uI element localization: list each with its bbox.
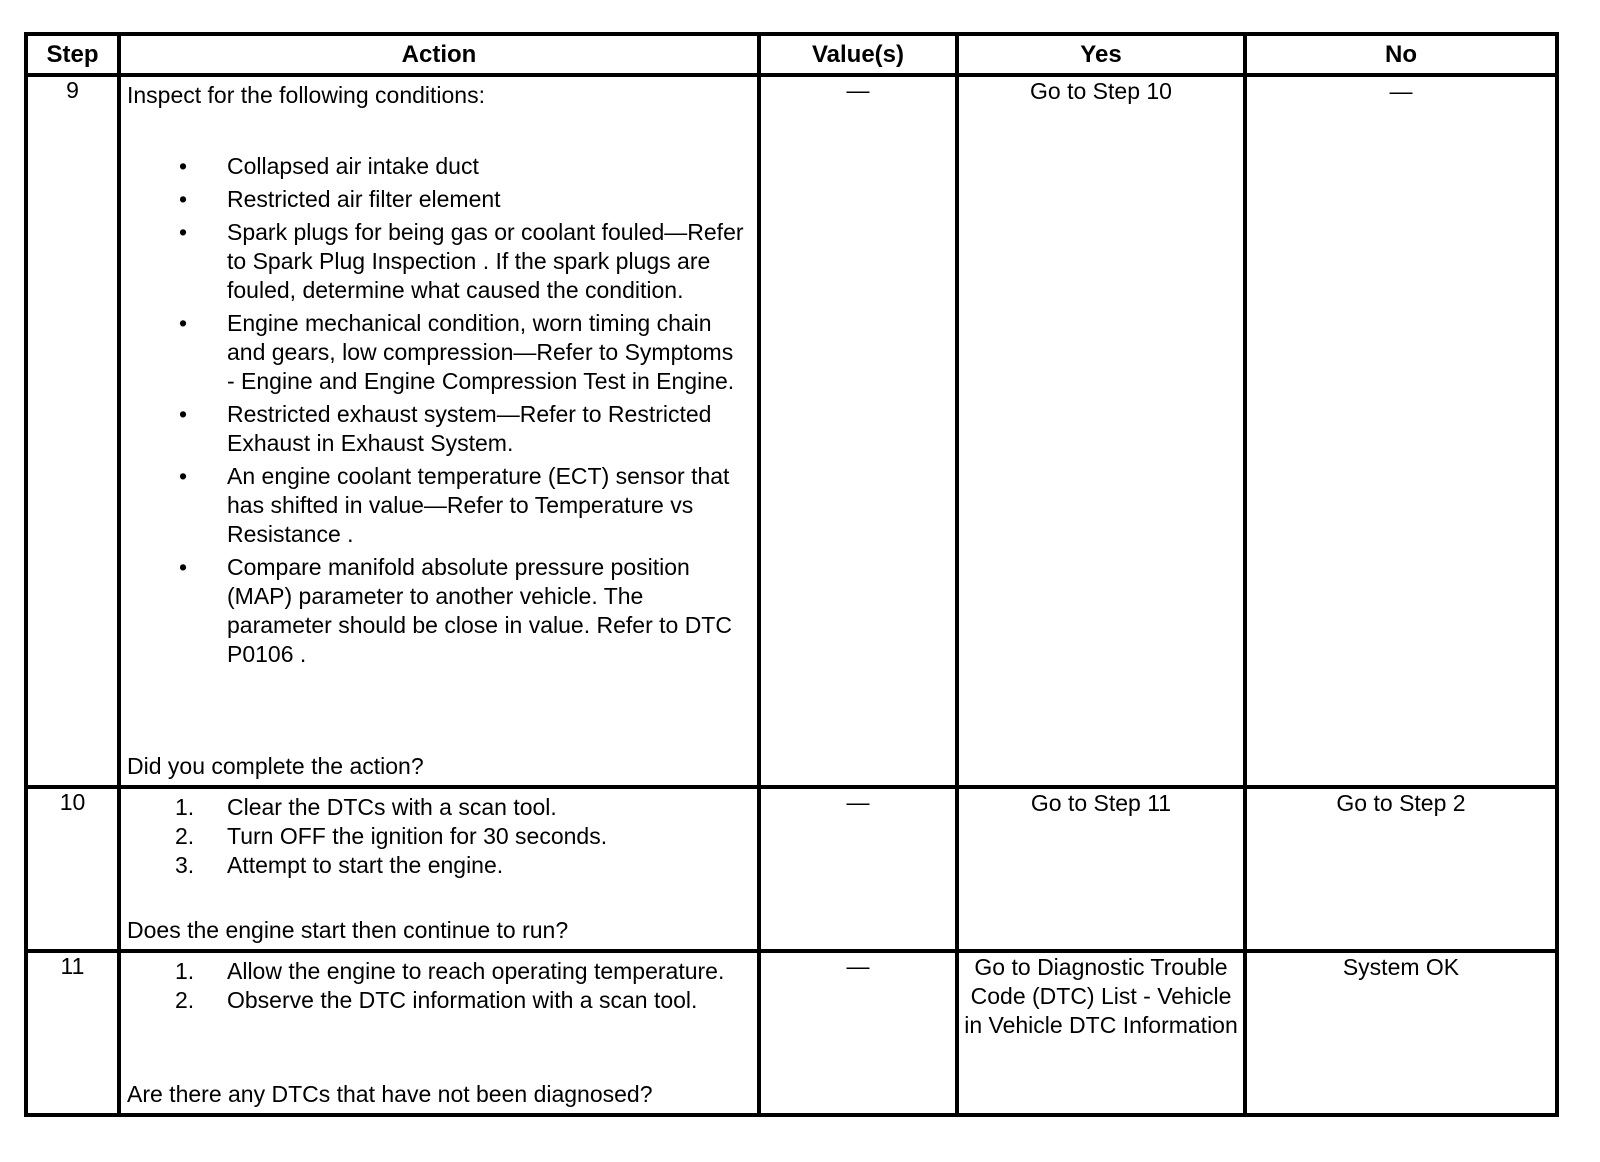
list-item-text: Observe the DTC information with a scan tool.: [227, 987, 698, 1013]
bullet-icon: •: [179, 186, 188, 212]
yes-text: Go to Step 10: [1030, 78, 1172, 104]
list-item-text: Restricted air filter element: [227, 186, 501, 212]
header-action: Action: [119, 34, 759, 75]
yes-cell: [957, 75, 1245, 787]
bullet-icon: •: [179, 219, 188, 245]
list-item: [127, 152, 747, 181]
list-item-text: Restricted exhaust system—Refer to Restricted Exhaust in Exhaust System.: [227, 401, 712, 456]
action-cell: [119, 787, 759, 951]
list-number: 1.: [175, 794, 195, 820]
list-number: 2.: [175, 823, 195, 849]
list-item-text: Collapsed air intake duct: [227, 153, 479, 179]
action-question: Did you complete the action?: [127, 753, 424, 779]
action-cell: [119, 951, 759, 1115]
table-row-step-9: [26, 75, 1557, 787]
step-number: 9: [26, 75, 119, 787]
bullet-icon: •: [179, 463, 188, 489]
header-no: No: [1245, 34, 1557, 75]
values-cell: —: [759, 787, 957, 951]
step-number: 11: [26, 951, 119, 1115]
list-number: 3.: [175, 852, 195, 878]
list-item: [127, 851, 747, 880]
list-number: 1.: [175, 958, 195, 984]
procedure-list: [127, 793, 747, 880]
list-item: [127, 309, 747, 396]
list-item: [127, 185, 747, 214]
step-number: 10: [26, 787, 119, 951]
no-text: —: [1389, 78, 1413, 104]
list-item-text: Compare manifold absolute pressure position (MAP) parameter to another vehicle. The parameter should be close in value. Refer to DTC P0106 .: [227, 554, 732, 667]
no-cell: [1245, 75, 1557, 787]
action-intro: Inspect for the following conditions:: [127, 82, 485, 108]
bullet-icon: •: [179, 554, 188, 580]
header-yes: Yes: [957, 34, 1245, 75]
list-item-text: Attempt to start the engine.: [227, 852, 504, 878]
procedure-list: [127, 957, 747, 1015]
bullet-icon: •: [179, 153, 188, 179]
condition-list: [127, 152, 747, 669]
yes-cell: [957, 787, 1245, 951]
list-item: [127, 957, 747, 986]
header-step: Step: [26, 34, 119, 75]
action-question: Are there any DTCs that have not been diagnosed?: [127, 1081, 653, 1107]
bullet-icon: •: [179, 310, 188, 336]
values-cell: —: [759, 951, 957, 1115]
list-item: [127, 986, 747, 1015]
list-item-text: Engine mechanical condition, worn timing chain and gears, low compression—Refer to Symptoms - Engine and Engine Compression Test in Engine.: [227, 310, 735, 394]
list-item-text: Turn OFF the ignition for 30 seconds.: [227, 823, 608, 849]
yes-text: Go to Step 11: [1030, 790, 1172, 816]
action-cell: [119, 75, 759, 787]
table-row-step-11: [26, 951, 1557, 1115]
list-item: [127, 218, 747, 305]
action-question: Does the engine start then continue to run?: [127, 917, 569, 943]
list-item: [127, 400, 747, 458]
yes-text: Go to Diagnostic Trouble Code (DTC) List - Vehicle in Vehicle DTC Information: [964, 954, 1238, 1038]
list-item-text: An engine coolant temperature (ECT) sensor that has shifted in value—Refer to Temperature vs Resistance .: [227, 463, 730, 547]
bullet-icon: •: [179, 401, 188, 427]
list-item-text: Clear the DTCs with a scan tool.: [227, 794, 557, 820]
no-cell: [1245, 951, 1557, 1115]
list-item-text: Spark plugs for being gas or coolant fouled—Refer to Spark Plug Inspection . If the spark plugs are fouled, determine what caused the condition.: [227, 219, 744, 303]
values-cell: —: [759, 75, 957, 787]
diagnostic-table: [24, 32, 1559, 1117]
list-item: [127, 822, 747, 851]
no-cell: [1245, 787, 1557, 951]
header-row: [26, 34, 1557, 75]
list-item: [127, 462, 747, 549]
no-text: Go to Step 2: [1336, 790, 1466, 816]
list-item-text: Allow the engine to reach operating temperature.: [227, 958, 725, 984]
no-text: System OK: [1342, 954, 1460, 980]
yes-cell: [957, 951, 1245, 1115]
list-item: [127, 793, 747, 822]
list-number: 2.: [175, 987, 195, 1013]
table-row-step-10: [26, 787, 1557, 951]
list-item: [127, 553, 747, 669]
header-values: Value(s): [759, 34, 957, 75]
